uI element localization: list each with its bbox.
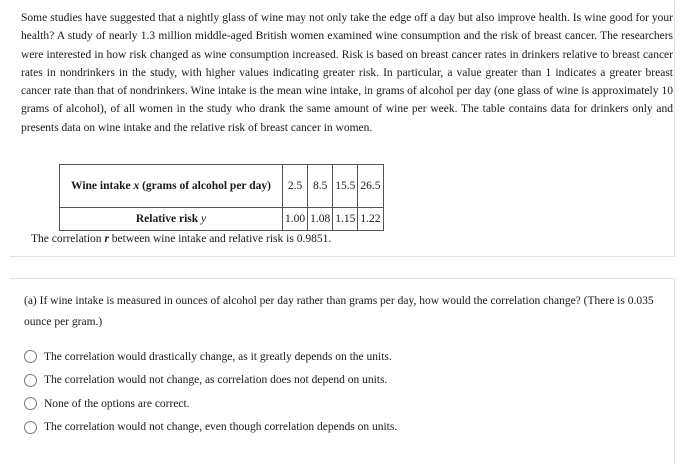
problem-statement-card — [10, 0, 675, 257]
variable-r: r — [104, 233, 109, 245]
radio-button[interactable] — [24, 374, 37, 387]
correlation-statement — [31, 233, 331, 245]
wine-intake-header — [60, 165, 283, 208]
question-card — [10, 278, 675, 464]
table-cell: 2.5 — [283, 165, 308, 208]
table-cell: 26.5 — [358, 165, 383, 208]
header-text: (grams of alcohol per day) — [139, 180, 271, 192]
variable-x: x — [133, 180, 140, 192]
table-cell: 1.15 — [333, 208, 358, 231]
radio-button[interactable] — [24, 397, 37, 410]
problem-passage: Some studies have suggested that a nightly glass of wine may not only take the edge off a day but also improve health. Is wine good for your health? A study of nearly 1.3 million middle-aged British women examined wine consumption and the risk of breast cancer. The researchers were interested in how risk changed as wine consumption increased. Risk is based on breast cancer rates in drinkers relative to breast cancer rates in nondrinkers in the study, with higher values indicating greater risk. In particular, a value greater than 1 indicates a greater breast cancer rate than that of nondrinkers. Wine intake is the mean wine intake, in grams of alcohol per day (one glass of wine is approximately 10 grams of alcohol), of all women in the study who drank the same amount of wine per week. The table contains data for drinkers only and presents data on wine intake and the relative risk of breast cancer in women. — [21, 12, 673, 134]
table-cell: 1.00 — [283, 208, 308, 231]
table-cell: 1.22 — [358, 208, 383, 231]
table-cell: 8.5 — [308, 165, 333, 208]
header-text: Wine intake — [71, 180, 134, 192]
radio-button[interactable] — [24, 421, 37, 434]
table-cell: 15.5 — [333, 165, 358, 208]
option-label[interactable]: The correlation would not change, even though correlation depends on units. — [44, 421, 398, 434]
table-cell: 1.08 — [308, 208, 333, 231]
table-row — [60, 208, 384, 231]
variable-y: y — [201, 213, 207, 225]
question-prompt: (a) If wine intake is measured in ounces of alcohol per day rather than grams per day, how would the correlation change? (There is 0.035 ounce per gram.) — [24, 295, 654, 328]
radio-button[interactable] — [24, 350, 37, 363]
option-label[interactable]: None of the options are correct. — [44, 397, 190, 410]
option-label[interactable]: The correlation would drastically change, as it greatly depends on the units. — [44, 350, 392, 363]
header-text: Relative risk — [135, 213, 202, 225]
answer-options — [24, 345, 397, 439]
relative-risk-header — [60, 208, 283, 231]
wine-data-table — [59, 164, 384, 231]
option-label[interactable]: The correlation would not change, as correlation does not depend on units. — [44, 374, 388, 387]
corr-text: The correlation — [31, 233, 105, 245]
answer-option[interactable] — [24, 369, 397, 393]
answer-option[interactable] — [24, 392, 397, 416]
table-row — [60, 165, 384, 208]
answer-option[interactable] — [24, 345, 397, 369]
corr-text: between wine intake and relative risk is 0.9851. — [108, 233, 332, 245]
answer-option[interactable] — [24, 416, 397, 440]
